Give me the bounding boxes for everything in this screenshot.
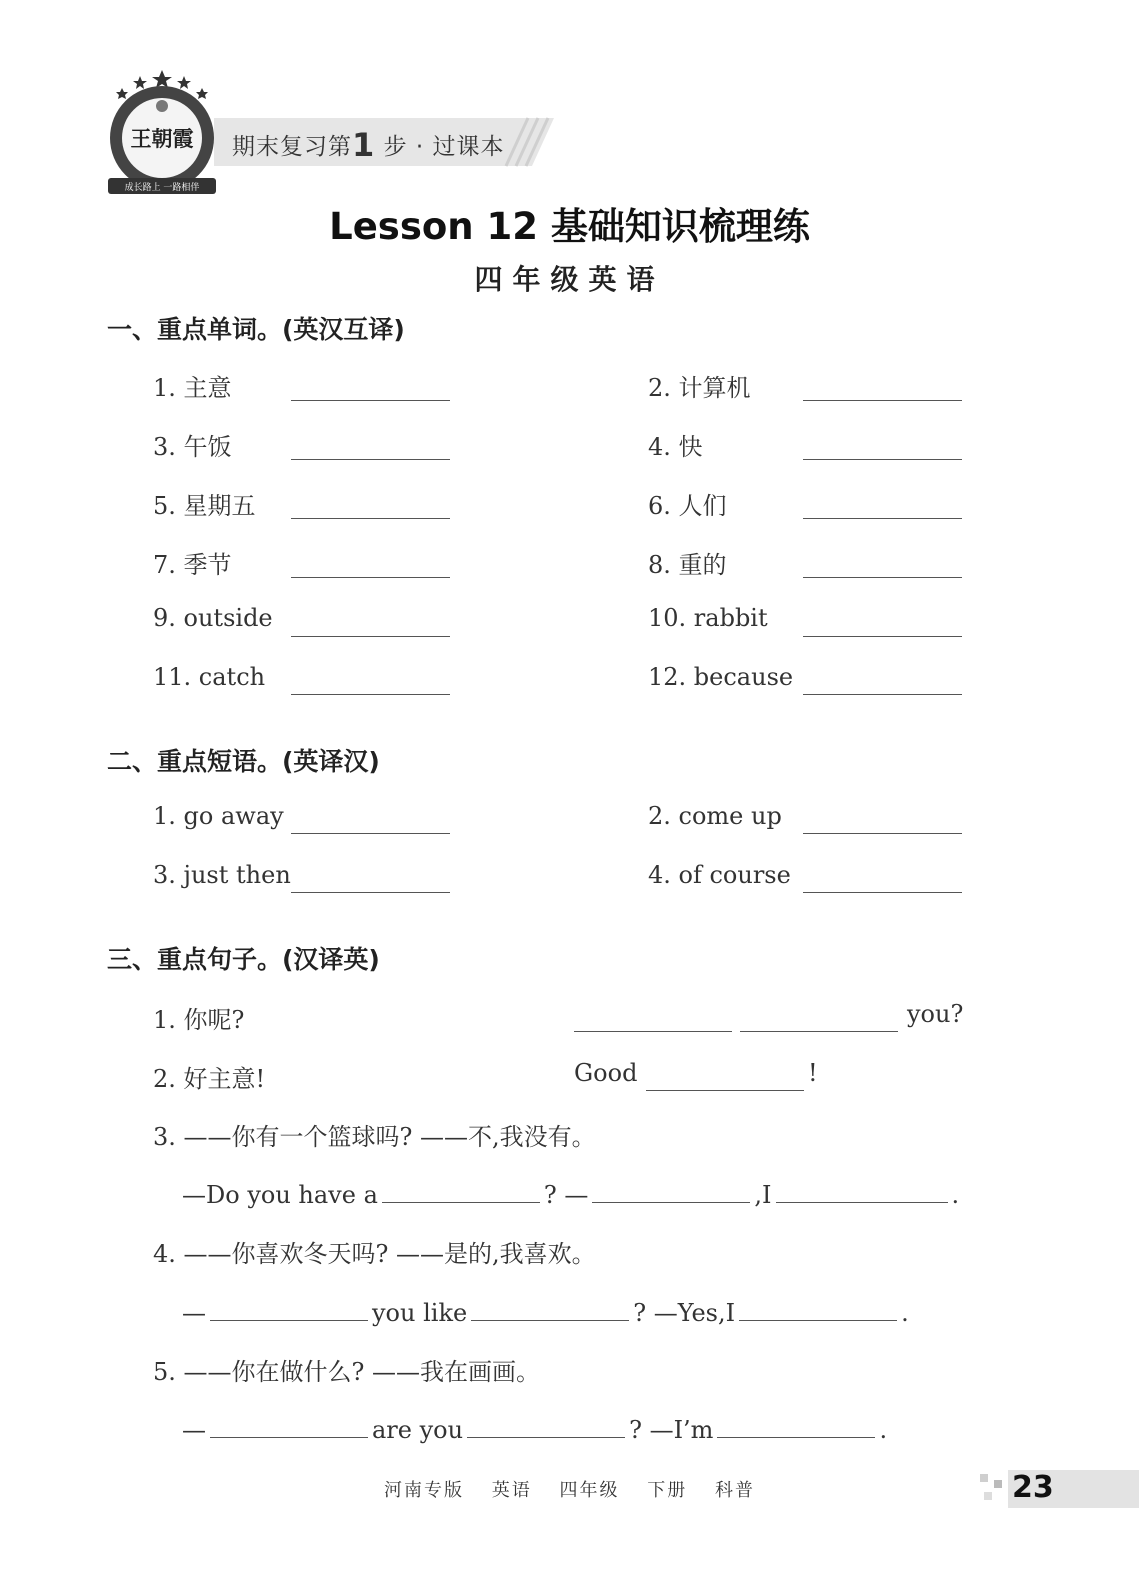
word-item: 1. 主意 — [153, 374, 232, 402]
answer-blank[interactable] — [291, 459, 450, 460]
answer-blank[interactable] — [291, 694, 450, 695]
sentence-line: — you like ? —Yes,I . — [182, 1294, 909, 1327]
page-number: 23 — [1012, 1470, 1054, 1505]
answer-blank[interactable] — [803, 892, 962, 893]
phrase-item: 2. come up — [648, 802, 782, 830]
phrase-item: 4. of course — [648, 861, 791, 889]
sentence-line: —Do you have a ? — ,I . — [182, 1176, 959, 1209]
word-item: 9. outside — [153, 604, 273, 632]
page-subtitle: 四年级英语 — [474, 263, 665, 296]
section-heading-sentences: 三、重点句子。(汉译英) — [107, 945, 380, 974]
sentence-prompt: 1. 你呢? — [153, 1006, 245, 1034]
page-title: Lesson 12 基础知识梳理练 — [329, 205, 810, 248]
banner-text: 期末复习第1 步 · 过课本 — [232, 126, 505, 164]
word-item: 3. 午饭 — [153, 433, 232, 461]
svg-text:成长路上 一路相伴: 成长路上 一路相伴 — [124, 183, 200, 193]
page-corner-decoration — [980, 1474, 1004, 1504]
svg-text:王朝霞: 王朝霞 — [130, 126, 194, 151]
word-item: 2. 计算机 — [648, 374, 751, 402]
word-item: 6. 人们 — [648, 492, 727, 520]
answer-blank[interactable] — [803, 400, 962, 401]
answer-blank[interactable] — [803, 518, 962, 519]
footer-item: 英语 — [491, 1480, 532, 1501]
footer-info — [0, 1476, 1139, 1502]
sentence-prompt: 2. 好主意! — [153, 1065, 266, 1093]
answer-blank[interactable] — [803, 636, 962, 637]
wangzhaoxia-logo — [104, 68, 220, 200]
word-item: 11. catch — [153, 663, 266, 691]
answer-blank[interactable] — [717, 1411, 875, 1438]
answer-blank[interactable] — [574, 1031, 732, 1032]
answer-blank[interactable] — [739, 1294, 897, 1321]
sentence-prompt: 3. ——你有一个篮球吗? ——不,我没有。 — [153, 1123, 596, 1151]
answer-blank[interactable] — [291, 400, 450, 401]
answer-blank[interactable] — [803, 833, 962, 834]
word-item: 5. 星期五 — [153, 492, 256, 520]
sentence-text: Good — [574, 1059, 638, 1087]
sentence-prompt: 5. ——你在做什么? ——我在画画。 — [153, 1358, 541, 1386]
sentence-line: — are you ? —I’m . — [182, 1411, 887, 1444]
answer-blank[interactable] — [291, 577, 450, 578]
answer-blank[interactable] — [210, 1294, 368, 1321]
sentence-text: you? — [907, 1000, 964, 1028]
footer-item: 下册 — [647, 1480, 688, 1501]
word-item: 4. 快 — [648, 433, 703, 461]
sentence-prompt: 4. ——你喜欢冬天吗? ——是的,我喜欢。 — [153, 1240, 596, 1268]
word-item: 10. rabbit — [648, 604, 768, 632]
sentence-text: ! — [808, 1059, 818, 1087]
answer-blank[interactable] — [471, 1294, 629, 1321]
answer-blank[interactable] — [803, 694, 962, 695]
answer-blank[interactable] — [740, 1031, 898, 1032]
answer-blank[interactable] — [803, 577, 962, 578]
footer-item: 四年级 — [559, 1480, 620, 1501]
answer-blank[interactable] — [467, 1411, 625, 1438]
answer-blank[interactable] — [210, 1411, 368, 1438]
answer-blank[interactable] — [803, 459, 962, 460]
answer-blank[interactable] — [291, 636, 450, 637]
word-item: 7. 季节 — [153, 551, 232, 579]
answer-blank[interactable] — [291, 518, 450, 519]
word-item: 8. 重的 — [648, 551, 727, 579]
answer-blank[interactable] — [291, 833, 450, 834]
section-heading-words: 一、重点单词。(英汉互译) — [107, 315, 405, 344]
footer-item: 河南专版 — [384, 1480, 465, 1501]
phrase-item: 1. go away — [153, 802, 284, 830]
answer-blank[interactable] — [592, 1176, 750, 1203]
phrase-item: 3. just then — [153, 861, 291, 889]
answer-blank[interactable] — [382, 1176, 540, 1203]
footer-item: 科普 — [714, 1480, 755, 1501]
answer-blank[interactable] — [291, 892, 450, 893]
answer-blank[interactable] — [776, 1176, 948, 1203]
section-heading-phrases: 二、重点短语。(英译汉) — [107, 747, 380, 776]
word-item: 12. because — [648, 663, 794, 691]
answer-blank[interactable] — [646, 1090, 804, 1091]
